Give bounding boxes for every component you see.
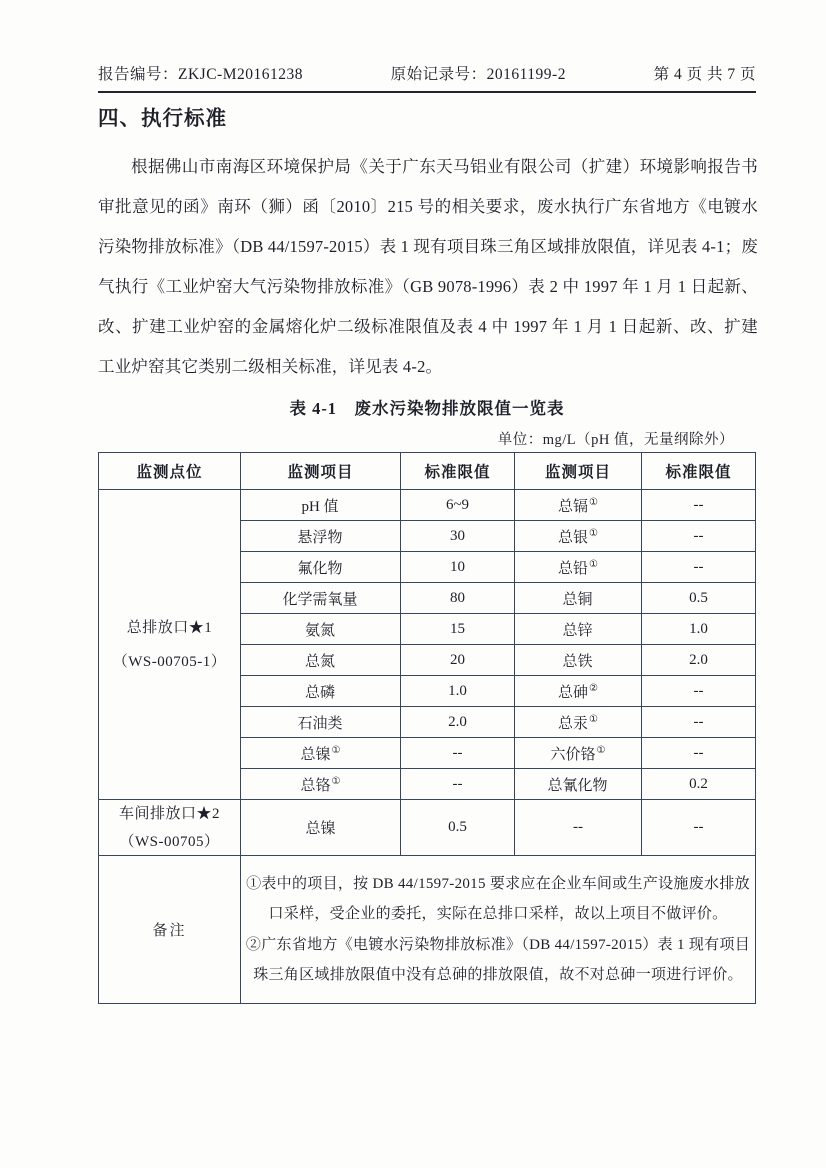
cell-item-right [515, 490, 642, 521]
record-number: 原始记录号：20161199-2 [390, 66, 566, 83]
page-indicator: 第 4 页 共 7 页 [653, 66, 756, 83]
footnote-mark: ② [589, 682, 598, 694]
item-label: 总镍 [300, 746, 331, 763]
item-label: 总汞 [558, 715, 589, 732]
cell-value-left: 6~9 [401, 490, 515, 521]
cell-item-right [515, 645, 642, 676]
table-caption: 表 4-1 废水污染物排放限值一览表 [289, 399, 565, 418]
cell-item-left [241, 676, 401, 707]
cell-value-left: -- [401, 738, 515, 769]
cell-item-right [515, 552, 642, 583]
unit-note: 单位：mg/L（pH 值，无量纲除外） [497, 432, 734, 448]
item-label: 总铬 [300, 777, 331, 794]
item-label: 总砷 [558, 684, 589, 701]
page-header [98, 62, 756, 93]
cell-value-right: -- [642, 490, 756, 521]
footnote-mark: ① [589, 713, 598, 725]
cell-item-right [515, 676, 642, 707]
cell-item-left [241, 583, 401, 614]
outlet-main-cell [99, 490, 241, 800]
cell-value-right: 2.0 [642, 645, 756, 676]
item-label: 化学需氧量 [282, 591, 358, 608]
table-row [99, 490, 756, 521]
cell-value-left: 15 [401, 614, 515, 645]
cell-item-left [241, 490, 401, 521]
cell-value-right: -- [642, 800, 756, 856]
cell-value-right: 1.0 [642, 614, 756, 645]
cell-item-left [241, 521, 401, 552]
cell-item-left [241, 614, 401, 645]
cell-value-left: 0.5 [401, 800, 515, 856]
outlet-workshop-name: 车间排放口★2 [118, 805, 220, 822]
remark-row [99, 856, 756, 1004]
cell-value-right: -- [642, 552, 756, 583]
footnote-mark: ① [331, 744, 341, 756]
cell-item-left [241, 769, 401, 800]
header-limit-right: 标准限值 [642, 453, 756, 490]
body-paragraph: 根据佛山市南海区环境保护局《关于广东天马铝业有限公司（扩建）环境影响报告书审批意见的函》南环（狮）函〔2010〕215 号的相关要求，废水执行广东省地方《电镀水污染物排放标准》（DB 44/1597-2015）表 1 现有项目珠三角区域排放限值，详见表 4-1；废气执行《工业炉窑大气污染物排放标准》（GB 9078-1996）表 2 中 1997 年 1 月 1 日起新、改、扩建工业炉窑的金属熔化炉二级标准限值及表 4 中 1997 年 1 月 1 日起新、改、扩建工业炉窑其它类别二级相关标准，详见表 4-2。 [98, 157, 758, 376]
cell-value-left: 10 [401, 552, 515, 583]
item-label: 悬浮物 [297, 529, 343, 546]
item-label: 总磷 [304, 684, 335, 701]
section-title: 四、执行标准 [98, 108, 227, 130]
cell-item-right [515, 521, 642, 552]
item-label: 总铜 [562, 591, 593, 608]
outlet-workshop-code: （WS-00705） [119, 833, 220, 850]
item-label: 总氰化物 [547, 777, 608, 794]
cell-item-left [241, 645, 401, 676]
cell-value-left: 2.0 [401, 707, 515, 738]
report-number: 报告编号：ZKJC-M20161238 [98, 66, 303, 83]
cell-item-left [241, 707, 401, 738]
item-label: 氟化物 [297, 560, 343, 577]
outlet-workshop-cell [99, 800, 241, 856]
cell-item-right [515, 583, 642, 614]
limits-table [98, 452, 756, 1004]
item-label: 氨氮 [304, 622, 335, 639]
cell-item-left [241, 738, 401, 769]
cell-value-right: -- [642, 707, 756, 738]
remark-body [241, 856, 756, 1004]
cell-item-left [241, 552, 401, 583]
footnote-mark: ① [331, 775, 341, 787]
footnote-mark: ① [589, 558, 598, 570]
cell-value-left: 20 [401, 645, 515, 676]
item-label: 总银 [558, 529, 589, 546]
cell-item-left: 总镍 [241, 800, 401, 856]
footnote-mark: ① [596, 744, 606, 756]
item-label: 总氮 [304, 653, 335, 670]
cell-value-left: -- [401, 769, 515, 800]
cell-value-right: -- [642, 521, 756, 552]
cell-item-right [515, 707, 642, 738]
outlet-main-code: （WS-00705-1） [112, 653, 227, 670]
outlet-main-name: 总排放口★1 [126, 619, 213, 636]
item-label: 总锌 [562, 622, 593, 639]
workshop-outlet-row [99, 800, 756, 856]
item-label: 六价铬 [550, 746, 596, 763]
cell-value-right: -- [642, 738, 756, 769]
cell-value-right: -- [642, 676, 756, 707]
item-label: 石油类 [297, 715, 343, 732]
remark-label: 备注 [99, 856, 241, 1004]
cell-item-right: -- [515, 800, 642, 856]
cell-value-left: 1.0 [401, 676, 515, 707]
footnote-mark: ① [589, 527, 598, 539]
remark-note-1: ①表中的项目，按 DB 44/1597-2015 要求应在企业车间或生产设施废水排放口采样，受企业的委托，实际在总排口采样，故以上项目不做评价。 [246, 875, 750, 922]
remark-note-2: ②广东省地方《电镀水污染物排放标准》（DB 44/1597-2015）表 1 现有项目珠三角区域排放限值中没有总砷的排放限值，故不对总砷一项进行评价。 [245, 936, 751, 983]
footnote-mark: ① [589, 496, 598, 508]
cell-item-right [515, 738, 642, 769]
header-limit-left: 标准限值 [401, 453, 515, 490]
cell-item-right [515, 614, 642, 645]
cell-value-left: 30 [401, 521, 515, 552]
header-monitor-item-right: 监测项目 [515, 453, 642, 490]
item-label: 总镉 [558, 498, 589, 515]
cell-value-left: 80 [401, 583, 515, 614]
table-header-row [99, 453, 756, 490]
cell-value-right: 0.2 [642, 769, 756, 800]
header-monitor-point: 监测点位 [99, 453, 241, 490]
item-label: 总铅 [558, 560, 589, 577]
item-label: pH 值 [301, 498, 339, 515]
item-label: 总铁 [562, 653, 593, 670]
header-monitor-item-left: 监测项目 [241, 453, 401, 490]
cell-item-right [515, 769, 642, 800]
cell-value-right: 0.5 [642, 583, 756, 614]
